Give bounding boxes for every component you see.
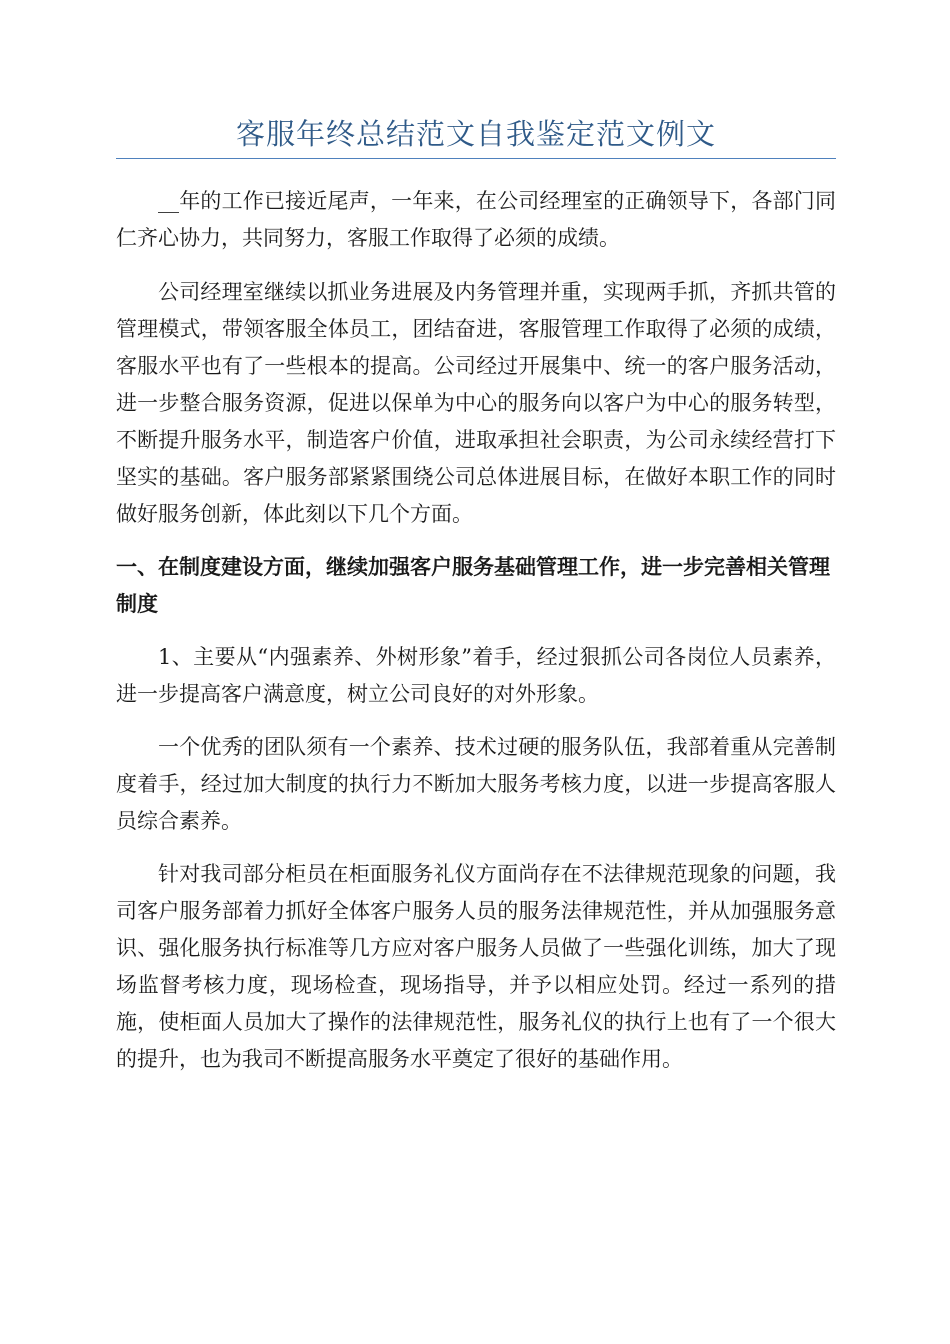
section-paragraph-1: 1、主要从“内强素养、外树形象”着手，经过狠抓公司各岗位人员素养，进一步提高客户满意度，树立公司良好的对外形象。 — [116, 645, 836, 706]
body-paragraph: 公司经理室继续以抓业务进展及内务管理并重，实现两手抓，齐抓共管的管理模式，带领客服全体员工，团结奋进，客服管理工作取得了必须的成绩，客服水平也有了一些根本的提高。公司经过开展集中、统一的客户服务活动，进一步整合服务资源，促进以保单为中心的服务向以客户为中心的服务转型，不断提升服务水平，制造客户价值，进取承担社会职责，为公司永续经营打下坚实的基础。客户服务部紧紧围绕公司总体进展目标，在做好本职工作的同时做好服务创新，体此刻以下几个方面。 — [116, 280, 836, 526]
section-paragraph-3: 针对我司部分柜员在柜面服务礼仪方面尚存在不法律规范现象的问题，我司客户服务部着力抓好全体客户服务人员的服务法律规范性，并从加强服务意识、强化服务执行标准等几方应对客户服务人员做了一些强化训练，加大了现场监督考核力度，现场检查，现场指导，并予以相应处罚。经过一系列的措施，使柜面人员加大了操作的法律规范性，服务礼仪的执行上也有了一个很大的提升，也为我司不断提高服务水平奠定了很好的基础作用。 — [116, 862, 836, 1071]
document-title: 客服年终总结范文自我鉴定范文例文 — [116, 112, 836, 159]
document-page — [116, 112, 836, 1078]
intro-paragraph: __年的工作已接近尾声，一年来，在公司经理室的正确领导下，各部门同仁齐心协力，共同努力，客服工作取得了必须的成绩。 — [116, 189, 836, 250]
section-paragraph-2: 一个优秀的团队须有一个素养、技术过硬的服务队伍，我部着重从完善制度着手，经过加大制度的执行力不断加大服务考核力度，以进一步提高客服人员综合素养。 — [116, 735, 836, 833]
section-heading: 一、在制度建设方面，继续加强客户服务基础管理工作，进一步完善相关管理制度 — [116, 555, 830, 616]
